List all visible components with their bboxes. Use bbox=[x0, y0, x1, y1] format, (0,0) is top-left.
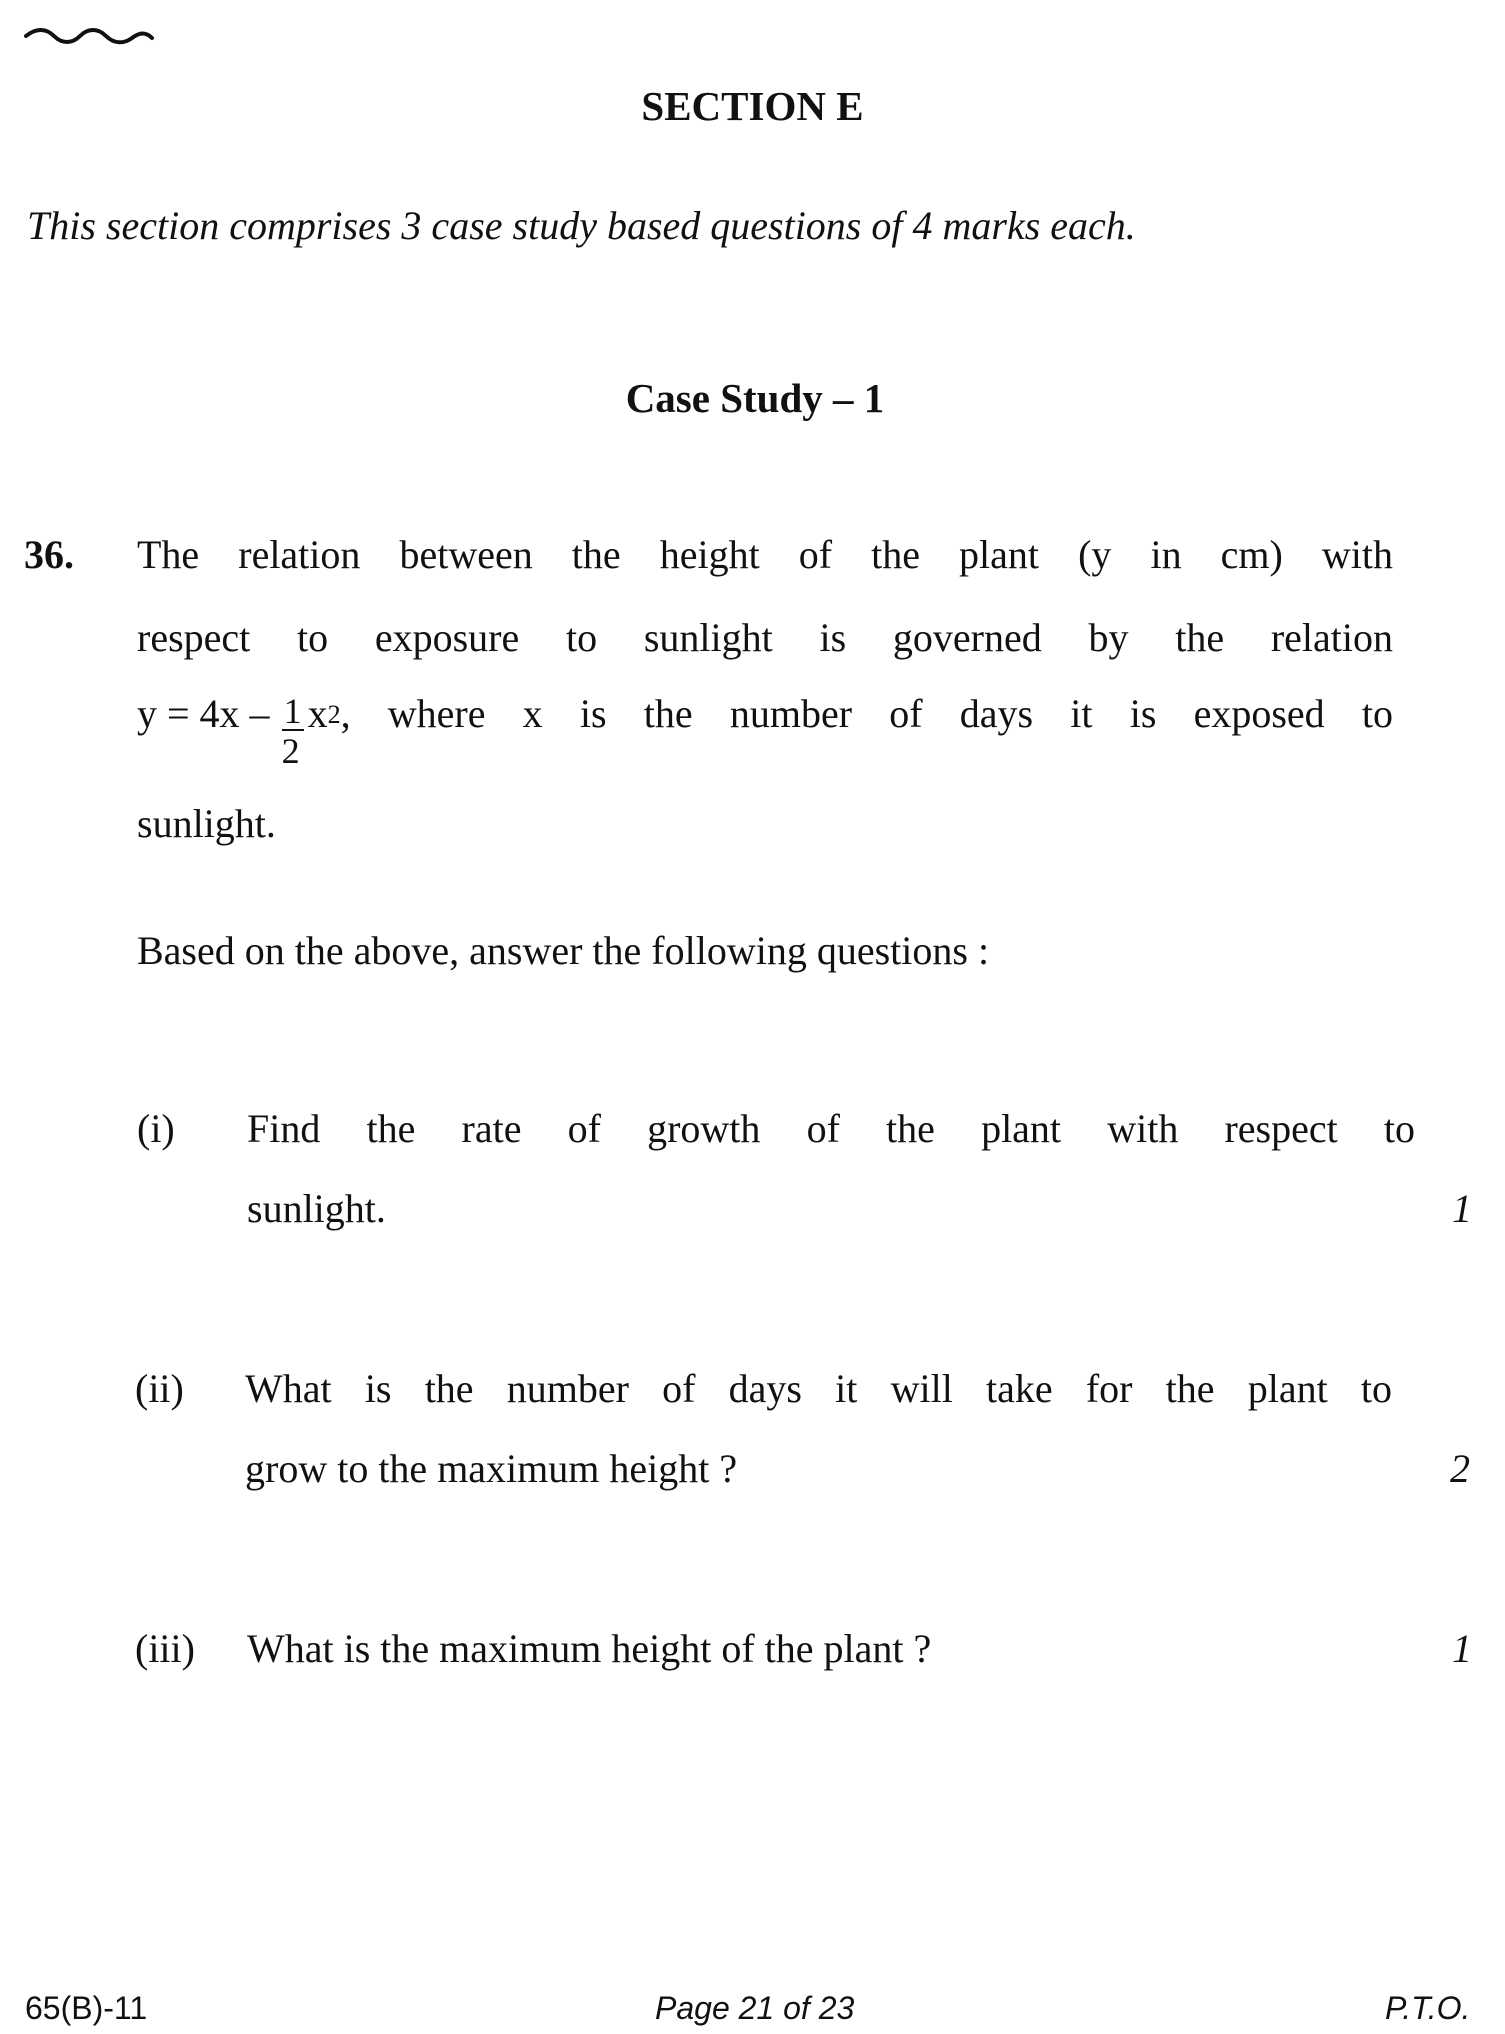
question-text-line: sunlight. bbox=[137, 801, 276, 846]
marks-label: 2 bbox=[1450, 1446, 1470, 1491]
case-study-title: Case Study – 1 bbox=[625, 375, 885, 421]
subquestion-text: What is the maximum height of the plant ? bbox=[247, 1626, 932, 1671]
question-text-line: The relation between the height of the plant (y in cm) with bbox=[137, 532, 1393, 577]
fraction-denominator: 2 bbox=[281, 731, 300, 771]
subquestion-text: grow to the maximum height ? bbox=[245, 1446, 738, 1491]
section-instructions: This section comprises 3 case study based questions of 4 marks each. bbox=[27, 203, 1136, 248]
formula-rest: , where x is the number of days it is exposed to bbox=[340, 691, 1393, 736]
formula-exponent: 2 bbox=[327, 700, 341, 729]
subquestion-text: What is the number of days it will take for the plant to bbox=[245, 1366, 1392, 1411]
subquestion-label: (iii) bbox=[135, 1626, 195, 1671]
question-number: 36. bbox=[24, 532, 74, 577]
wavy-line-icon bbox=[24, 26, 156, 50]
paper-code: 65(B)-11 bbox=[25, 1990, 148, 2026]
formula-line bbox=[137, 690, 1393, 773]
subquestion-text: Find the rate of growth of the plant with respect to bbox=[247, 1106, 1415, 1151]
please-turn-over: P.T.O. bbox=[1385, 1990, 1471, 2026]
subquestion-label: (i) bbox=[137, 1106, 175, 1151]
formula-lhs: y = 4x – bbox=[137, 691, 270, 736]
fraction-numerator: 1 bbox=[283, 691, 302, 731]
subquestion-label: (ii) bbox=[135, 1366, 184, 1411]
page-number: Page 21 of 23 bbox=[655, 1990, 855, 2026]
section-title: SECTION E bbox=[641, 83, 864, 129]
subquestion-text: sunlight. bbox=[247, 1186, 386, 1231]
formula-variable: x bbox=[307, 691, 328, 736]
question-prompt: Based on the above, answer the following questions : bbox=[137, 928, 990, 973]
fraction bbox=[282, 693, 304, 769]
marks-label: 1 bbox=[1452, 1186, 1472, 1231]
question-text-line: respect to exposure to sunlight is governed by the relation bbox=[137, 615, 1393, 660]
marks-label: 1 bbox=[1452, 1626, 1472, 1671]
